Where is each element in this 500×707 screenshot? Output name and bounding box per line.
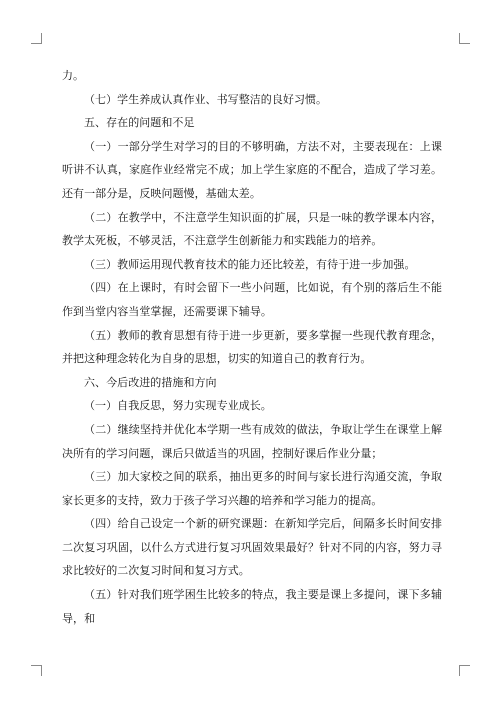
section-heading: 六、今后改进的措施和方向 (84, 375, 217, 389)
paragraph-item: （四）给自己设定一个新的研究课题：在新知学完后，间隔多长时间安排二次复习巩固，以什么方式进行复习巩固效果最好？针对不同的内容，努力寻求比较好的二次复习时间和复习方式。 (62, 517, 442, 578)
document-body (62, 64, 442, 630)
paragraph-item: （一）一部分学生对学习的目的不够明确，方法不对，主要表现在：上课听讲不认真，家庭作业经常完不成；加上学生家庭的不配合，造成了学习差。还有一部分是，反映问题慢，基础太差。 (62, 139, 442, 200)
crop-mark-bottom-left (31, 665, 42, 676)
paragraph-item: （三）加大家校之间的联系，抽出更多的时间与家长进行沟通交流，争取家长更多的支持，致力于孩子学习兴趣的培养和学习能力的提高。 (62, 470, 442, 507)
crop-mark-top-right (459, 33, 470, 44)
paragraph-item: （五）针对我们班学困生比较多的特点，我主要是课上多提问，课下多辅导，和 (62, 588, 442, 625)
paragraph-item: （二）继续坚持并优化本学期一些有成效的做法，争取让学生在课堂上解决所有的学习问题，课后只做适当的巩固，控制好课后作业分量； (62, 422, 442, 460)
paragraph-item: （五）教师的教育思想有待于进一步更新，要多掌握一些现代教育理念，并把这种理念转化为自身的思想，切实的知道自己的教育行为。 (62, 328, 442, 366)
paragraph-item: （二）在教学中，不注意学生知识面的扩展，只是一味的教学课本内容，教学太死板，不够灵活，不注意学生创新能力和实践能力的培养。 (62, 210, 442, 248)
section-heading: 五、存在的问题和不足 (84, 116, 195, 130)
crop-mark-top-left (31, 33, 42, 44)
paragraph-item: （三）教师运用现代教育技术的能力还比较差，有待于进一步加强。 (84, 257, 416, 271)
paragraph-item: （七）学生养成认真作业、书写整洁的良好习惯。 (84, 92, 328, 106)
paragraph-item: （四）在上课时，有时会留下一些小问题，比如说，有个别的落后生不能作到当堂内容当堂掌握，还需要课下辅导。 (62, 281, 442, 318)
crop-mark-bottom-right (459, 665, 470, 676)
paragraph-item: （一）自我反思，努力实现专业成长。 (84, 399, 272, 413)
paragraph-continuation: 力。 (62, 69, 85, 82)
